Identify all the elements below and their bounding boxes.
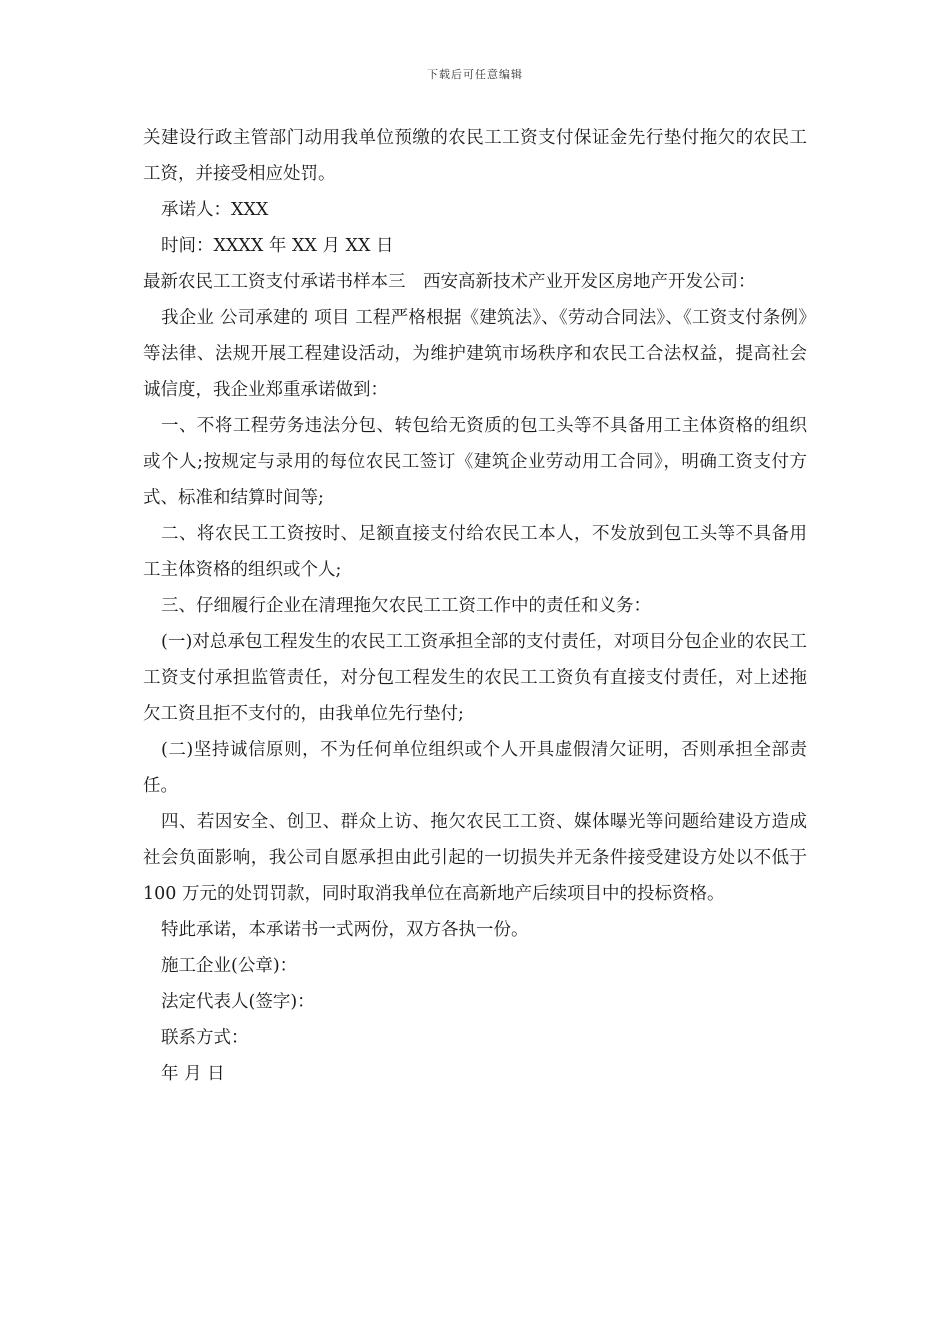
contact-line: 联系方式： (161, 1028, 249, 1048)
paragraph-continuation: 关建设行政主管部门动用我单位预缴的农民工工资支付保证金先行垫付拖欠的农民工工资，并接受相应处罚。 (143, 128, 807, 184)
closing-statement: 特此承诺，本承诺书一式两份，双方各执一份。 (161, 920, 529, 940)
legal-rep-signature-line: 法定代表人(签字)： (161, 992, 315, 1012)
item-one: 一、不将工程劳务违法分包、转包给无资质的包工头等不具备用工主体资格的组织或个人;按规定与录用的每位农民工签订《建筑企业劳动用工合同》，明确工资支付方式、标准和结算时间等; (143, 416, 807, 508)
company-seal-line: 施工企业(公章)： (161, 956, 298, 976)
promisor-line: 承诺人：XXX (161, 200, 269, 220)
paragraph-intro: 我企业 公司承建的 项目 工程严格根据《建筑法》、《劳动合同法》、《工资支付条例》等法律、法规开展工程建设活动，为维护建筑市场秩序和农民工合法权益，提高社会诚信度，我企业郑重承诺做到： (143, 308, 807, 400)
item-four: 四、若因安全、创卫、群众上访、拖欠农民工工资、媒体曝光等问题给建设方造成社会负面影响，我公司自愿承担由此引起的一切损失并无条件接受建设方处以不低于 100 万元的处罚罚款，同时取消我单位在高新地产后续项目中的投标资格。 (143, 812, 807, 904)
sub-item-two: (二)坚持诚信原则，不为任何单位组织或个人开具虚假清欠证明，否则承担全部责任。 (143, 740, 807, 796)
sub-item-one: (一)对总承包工程发生的农民工工资承担全部的支付责任，对项目分包企业的农民工工资支付承担监管责任，对分包工程发生的农民工工资负有直接支付责任，对上述拖欠工资且拒不支付的，由我单位先行垫付; (143, 632, 807, 724)
item-two: 二、将农民工工资按时、足额直接支付给农民工本人，不发放到包工头等不具备用工主体资格的组织或个人; (143, 524, 807, 580)
header-note: 下载后可任意编辑 (427, 68, 523, 81)
document-body (143, 120, 807, 1092)
sample-heading: 最新农民工工资支付承诺书样本三 西安高新技术产业开发区房地产开发公司： (143, 272, 756, 292)
date-line: 时间：XXXX 年 XX 月 XX 日 (161, 236, 394, 256)
signing-date-line: 年 月 日 (161, 1064, 225, 1084)
item-three: 三、仔细履行企业在清理拖欠农民工工资工作中的责任和义务： (161, 596, 651, 616)
